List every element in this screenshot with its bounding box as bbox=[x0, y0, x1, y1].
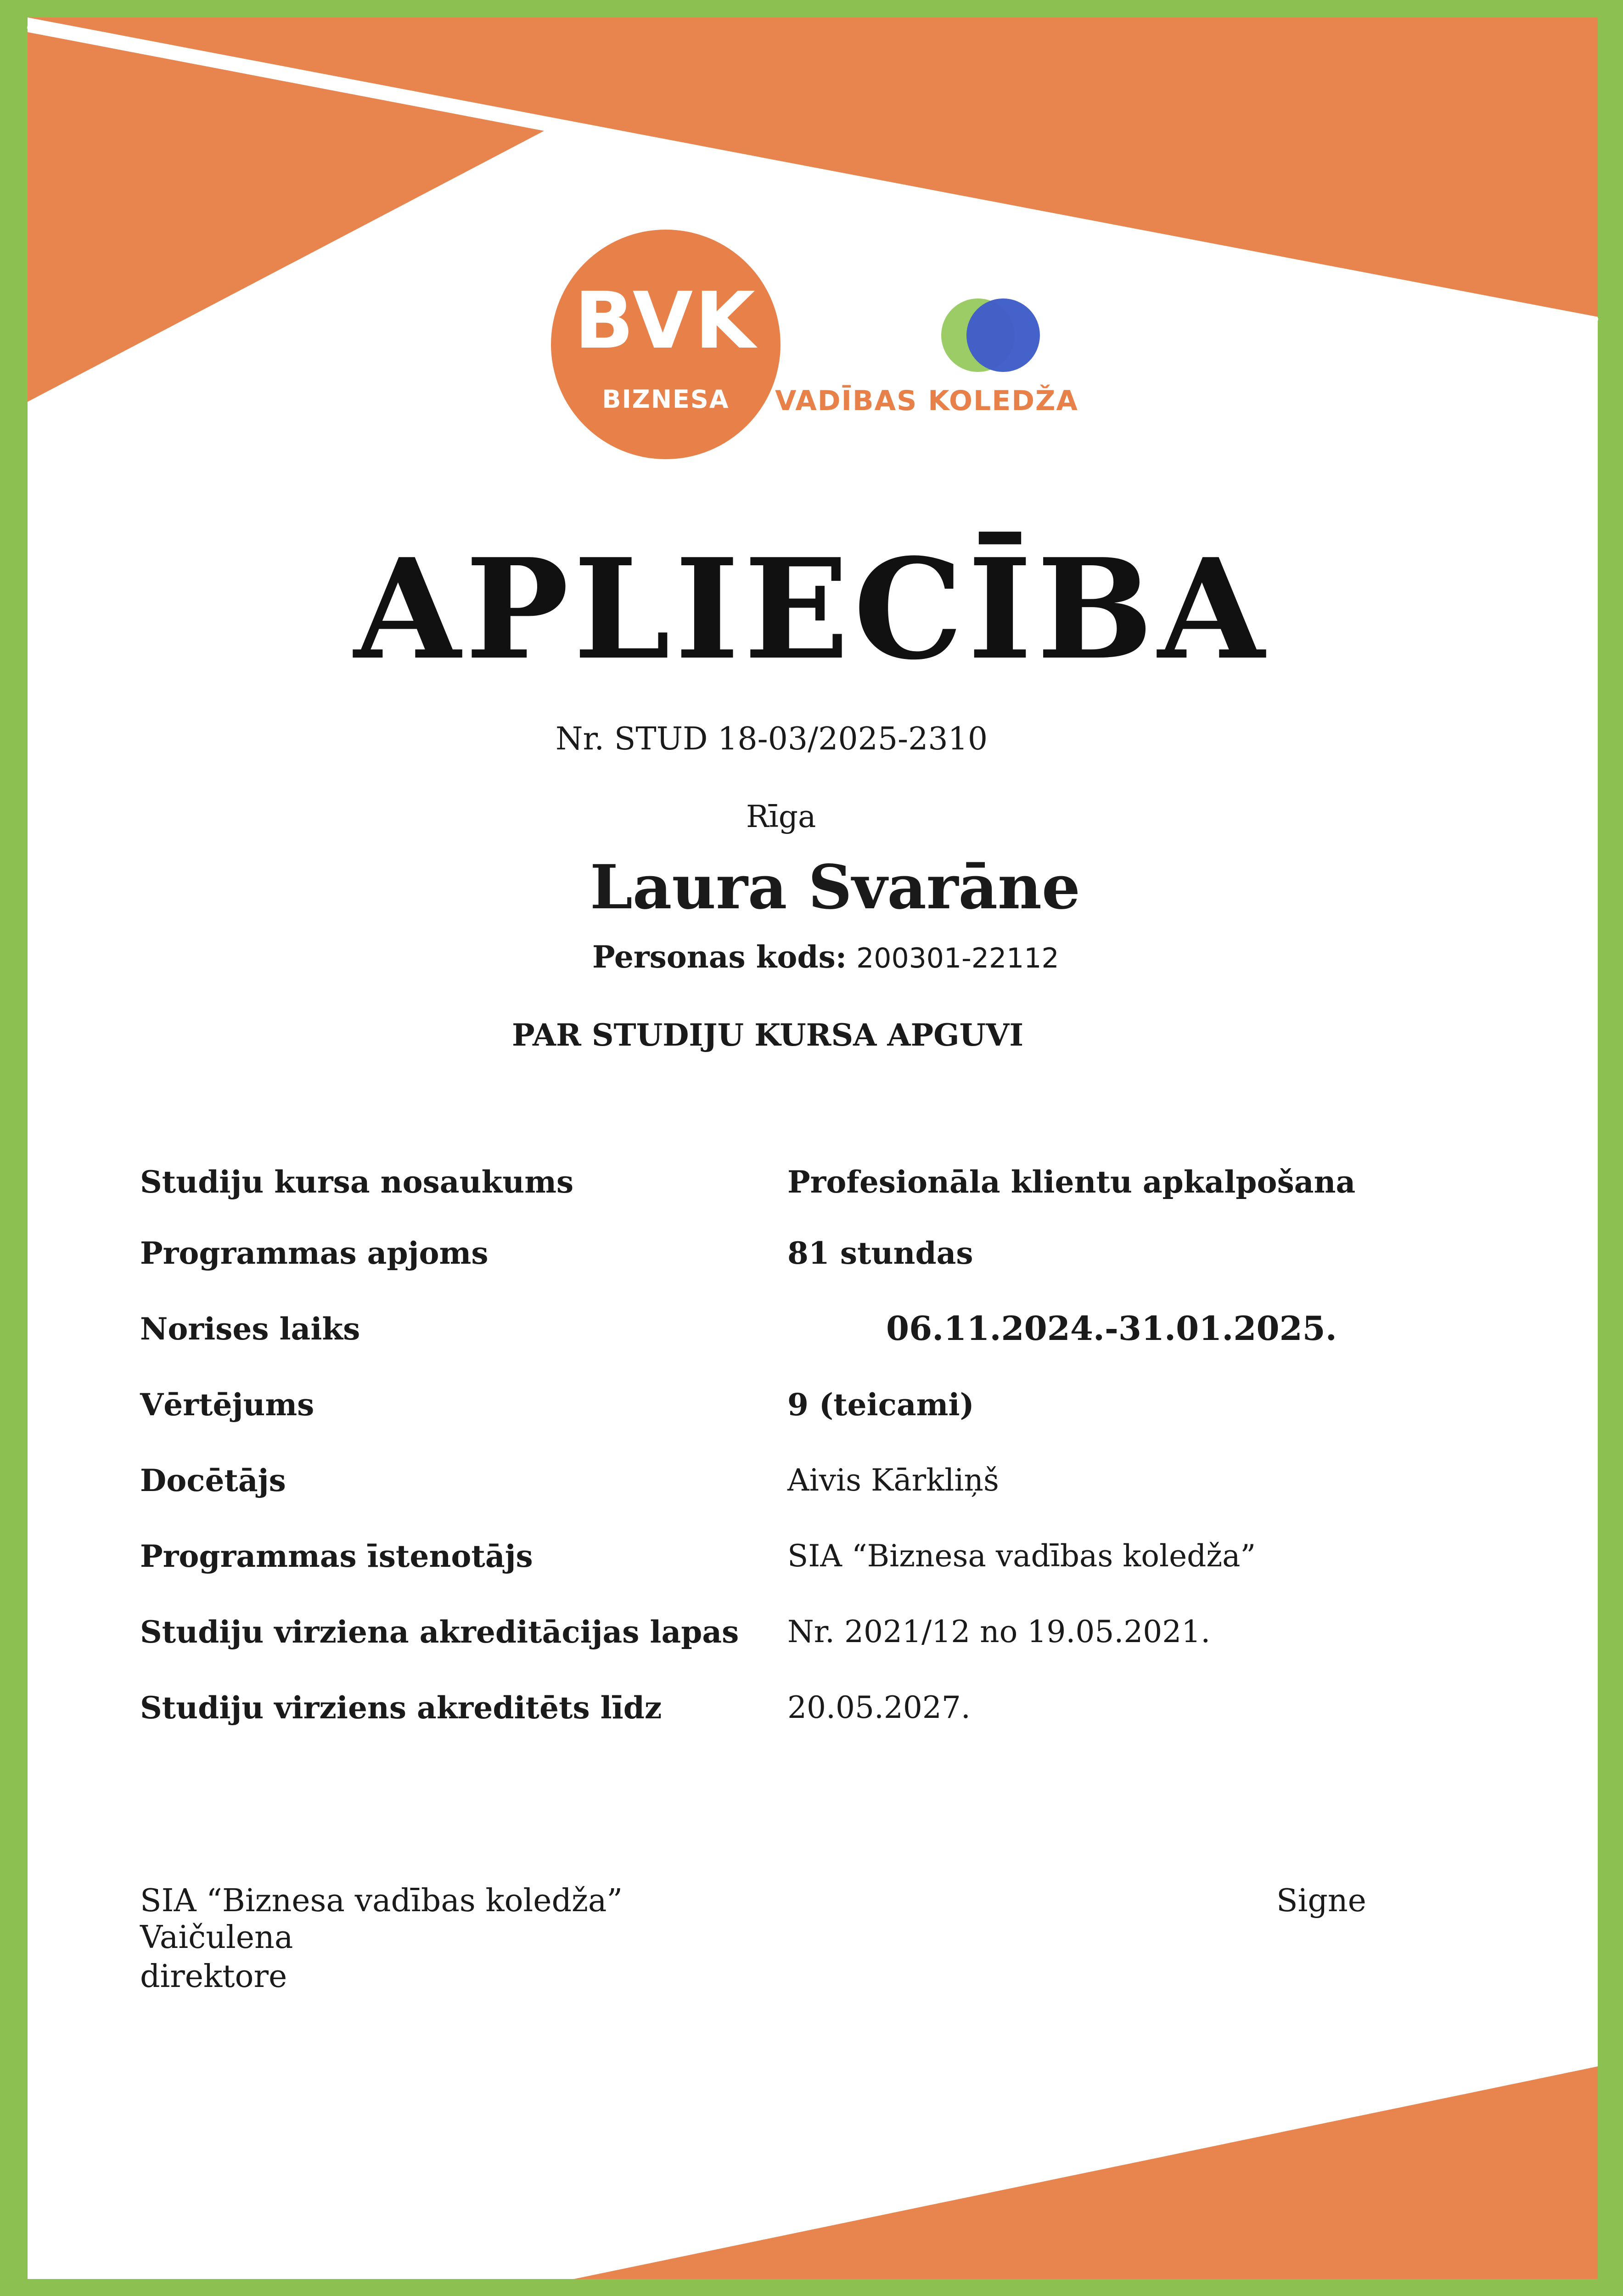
logo-line1: BIZNESA bbox=[602, 385, 730, 414]
provider-value: SIA “Biznesa vadības koledža” bbox=[787, 1538, 1256, 1574]
certificate-number: Nr. STUD 18-03/2025-2310 bbox=[556, 721, 988, 757]
personal-code-value: 200301-22112 bbox=[856, 942, 1059, 974]
period-label: Norises laiks bbox=[140, 1311, 360, 1347]
grade-value: 9 (teicami) bbox=[787, 1387, 974, 1423]
volume-value: 81 stundas bbox=[787, 1235, 973, 1271]
college-logo bbox=[551, 230, 1079, 468]
personal-code-label: Personas kods: bbox=[592, 939, 847, 975]
bvk-logo-circle bbox=[551, 230, 781, 459]
logo-mark: BVK bbox=[574, 276, 757, 366]
volume-label: Programmas apjoms bbox=[140, 1235, 489, 1271]
accredited-until-value: 20.05.2027. bbox=[787, 1690, 971, 1725]
grade-label: Vērtējums bbox=[140, 1387, 314, 1423]
accreditation-sheet-value: Nr. 2021/12 no 19.05.2021. bbox=[787, 1614, 1211, 1649]
logo-line2: VADĪBAS KOLEDŽA bbox=[775, 385, 1078, 417]
signature-organization: SIA “Biznesa vadības koledža” bbox=[140, 1883, 623, 1919]
certificate-title: APLIECĪBA bbox=[354, 528, 1269, 690]
holder-name: Laura Svarāne bbox=[590, 852, 1080, 923]
course-name-value: Profesionāla klientu apkalpošana bbox=[787, 1164, 1356, 1200]
accredited-until-label: Studiju virziens akreditēts līdz bbox=[140, 1690, 662, 1726]
blue-dot-icon bbox=[966, 298, 1040, 372]
personal-code-line bbox=[592, 939, 1059, 975]
signature-last-name: Vaičulena bbox=[140, 1919, 293, 1956]
lecturer-label: Docētājs bbox=[140, 1463, 286, 1498]
signature-first-name: Signe bbox=[1276, 1883, 1366, 1919]
provider-label: Programmas īstenotājs bbox=[140, 1538, 533, 1574]
accreditation-sheet-label: Studiju virziena akreditācijas lapas bbox=[140, 1614, 739, 1650]
signature-role: direktore bbox=[140, 1958, 287, 1995]
issue-city: Rīga bbox=[746, 799, 816, 834]
course-name-label: Studiju kursa nosaukums bbox=[140, 1164, 574, 1200]
certificate-subtitle: PAR STUDIJU KURSA APGUVI bbox=[512, 1017, 1024, 1053]
lecturer-value: Aivis Kārkliņš bbox=[787, 1463, 999, 1498]
period-value: 06.11.2024.-31.01.2025. bbox=[886, 1309, 1337, 1348]
